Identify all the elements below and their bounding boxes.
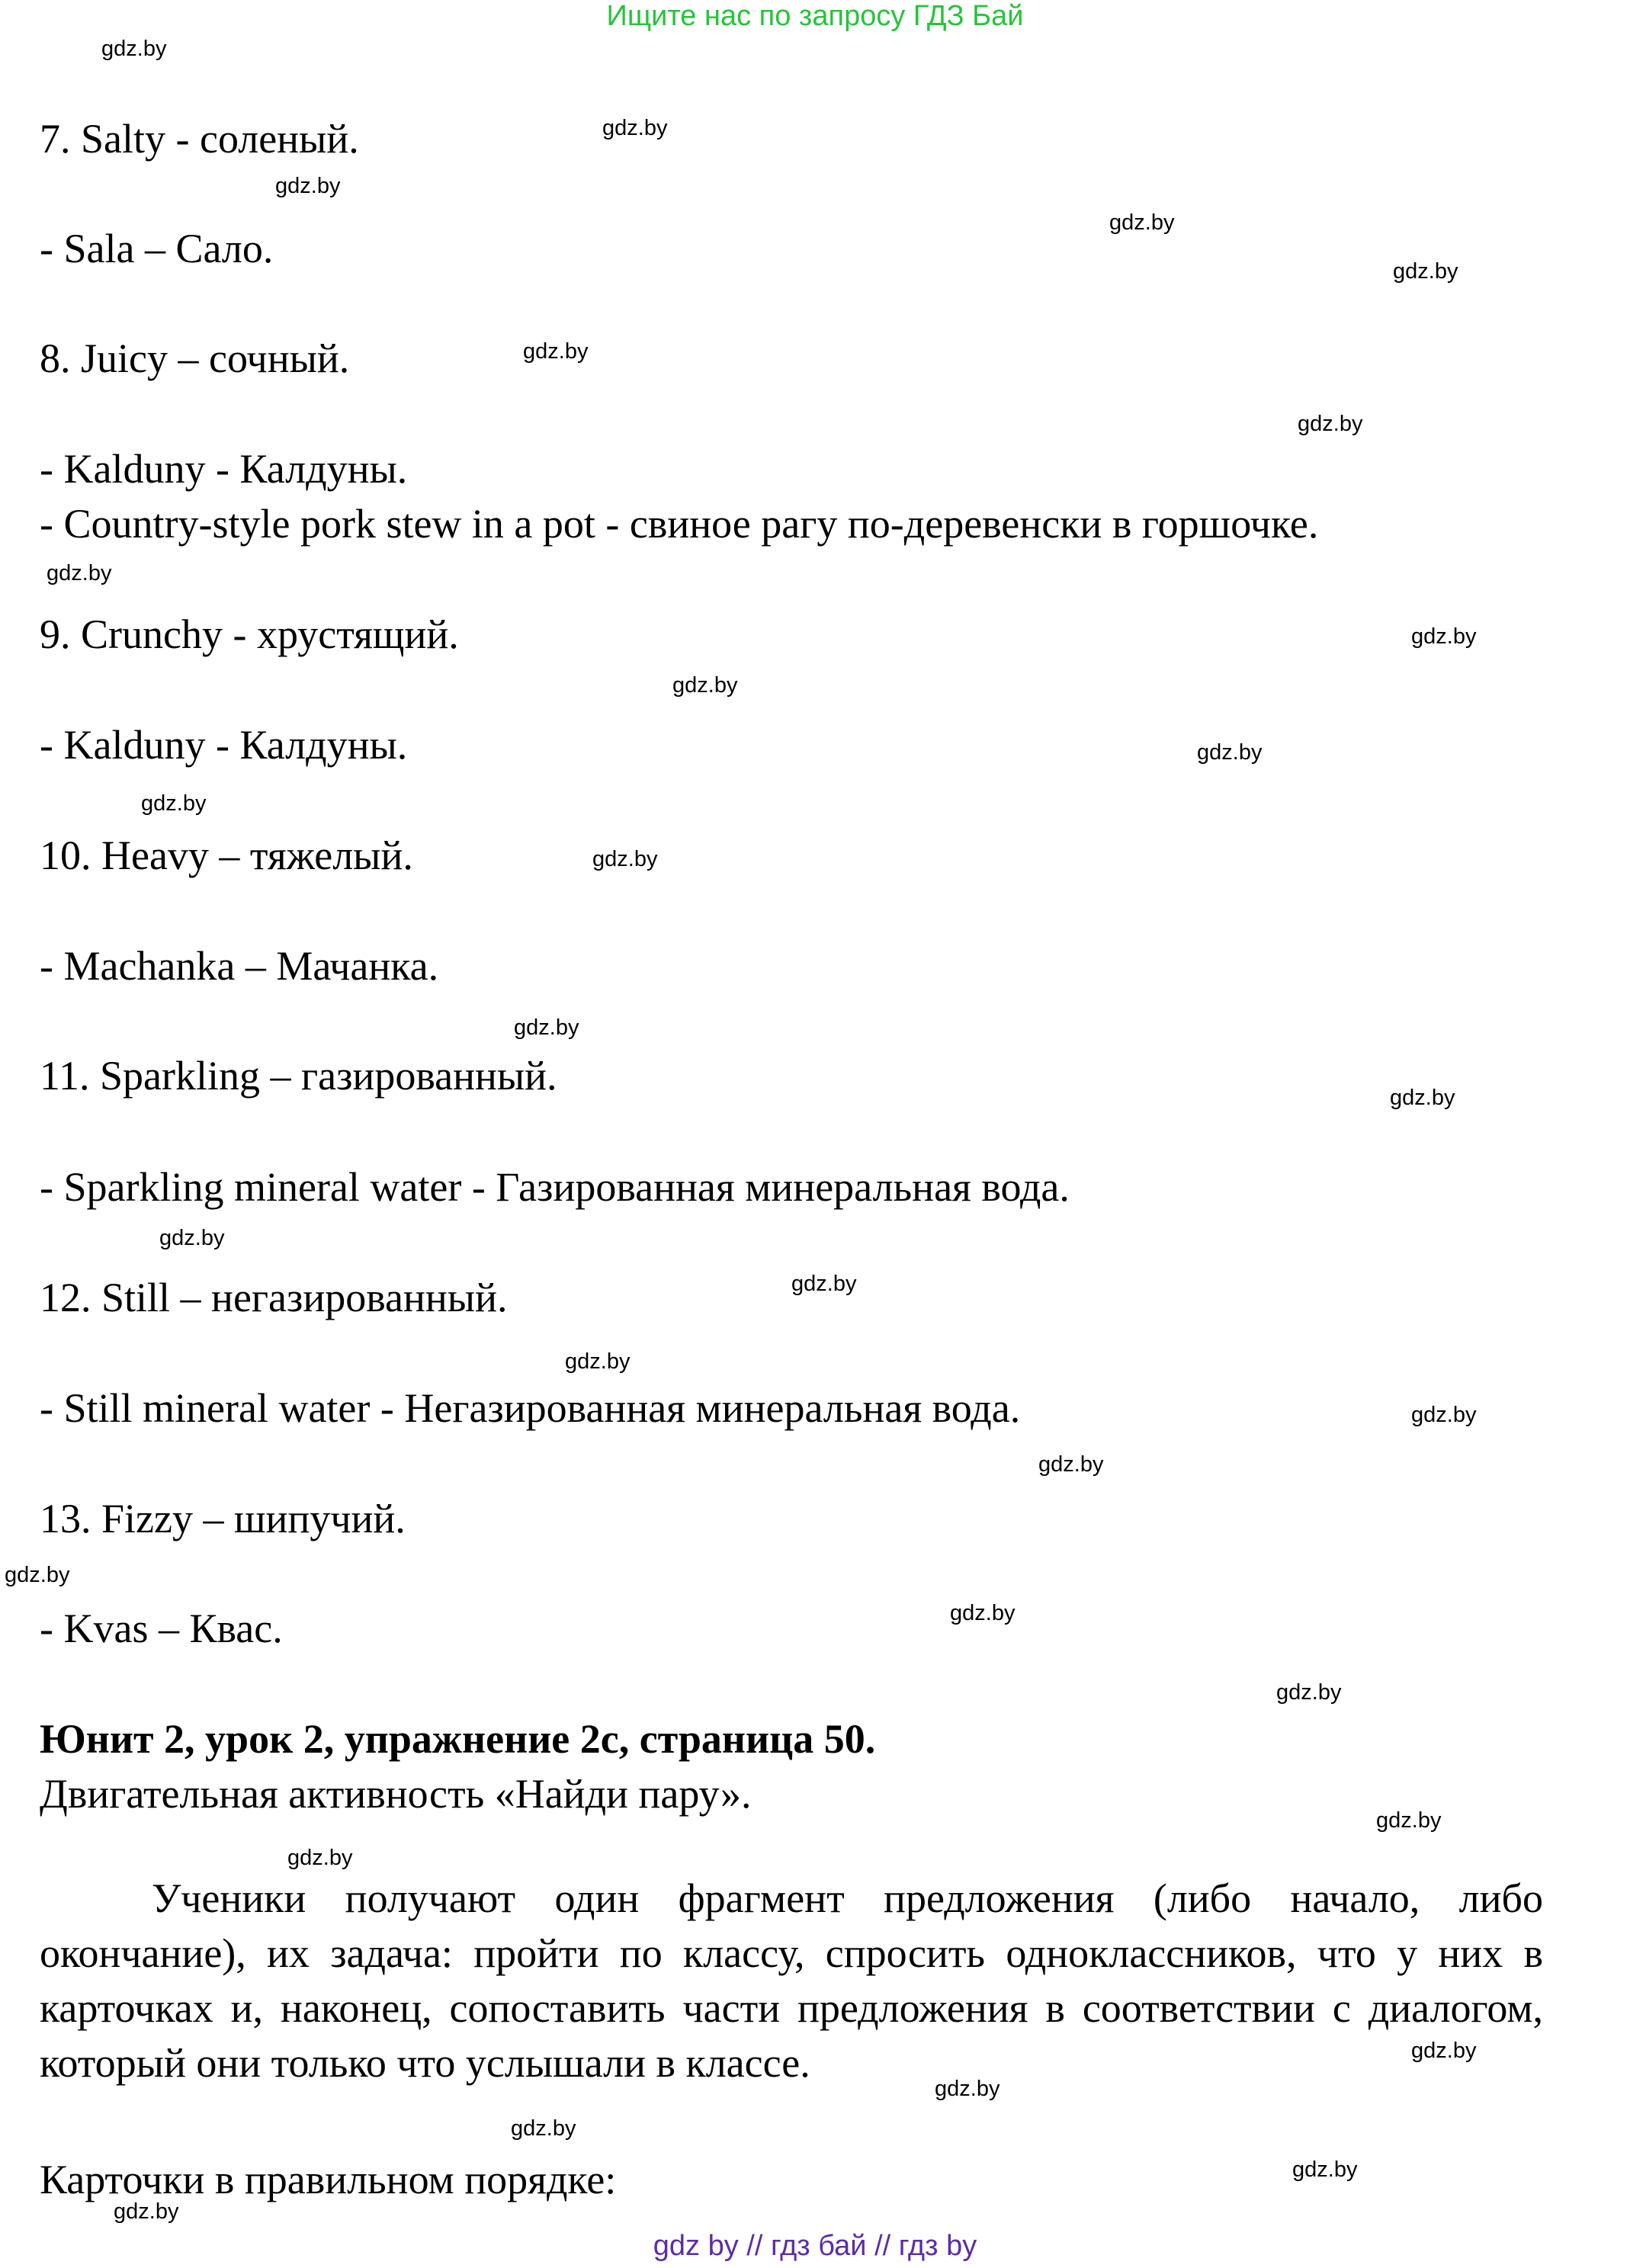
example-sparkling-water: - Sparkling mineral water - Газированная минеральная вода. bbox=[40, 1164, 1070, 1210]
watermark: gdz.by bbox=[1276, 1680, 1342, 1705]
watermark: gdz.by bbox=[514, 1015, 579, 1040]
watermark: gdz.by bbox=[101, 37, 167, 61]
example-kalduny: - Kalduny - Калдуны. bbox=[40, 446, 408, 492]
example-still-water: - Still mineral water - Негазированная минеральная вода. bbox=[40, 1385, 1021, 1431]
watermark: gdz.by bbox=[672, 673, 738, 698]
item-9-crunchy: 9. Crunchy - хрустящий. bbox=[40, 611, 459, 657]
item-13-fizzy: 13. Fizzy – шипучий. bbox=[40, 1496, 406, 1541]
watermark: gdz.by bbox=[1298, 412, 1363, 436]
example-pork-stew: - Country-style pork stew in a pot - свиное рагу по-деревенски в горшочке. bbox=[40, 501, 1319, 547]
watermark: gdz.by bbox=[565, 1349, 631, 1374]
watermark: gdz.by bbox=[1411, 2039, 1477, 2063]
watermark: gdz.by bbox=[1393, 259, 1458, 284]
watermark: gdz.by bbox=[287, 1846, 353, 1870]
example-kalduny-2: - Kalduny - Калдуны. bbox=[40, 722, 408, 768]
watermark: gdz.by bbox=[791, 1272, 857, 1296]
watermark: gdz.by bbox=[935, 2077, 1000, 2101]
item-12-still: 12. Still – негазированный. bbox=[40, 1275, 508, 1320]
watermark: gdz.by bbox=[275, 174, 341, 198]
example-sala: - Sala – Сало. bbox=[40, 226, 274, 271]
footer-links[interactable]: gdz by // гдз бай // гдз by bbox=[653, 2230, 977, 2262]
watermark: gdz.by bbox=[592, 847, 658, 871]
watermark: gdz.by bbox=[1390, 1086, 1455, 1110]
watermark: gdz.by bbox=[511, 2116, 576, 2141]
section-subtitle: Двигательная активность «Найди пару». bbox=[40, 1771, 752, 1817]
top-banner[interactable]: Ищите нас по запросу ГДЗ Бай bbox=[606, 0, 1024, 32]
item-11-sparkling: 11. Sparkling – газированный. bbox=[40, 1053, 557, 1099]
watermark: gdz.by bbox=[47, 561, 112, 585]
watermark: gdz.by bbox=[5, 1563, 70, 1587]
instructions-paragraph: Ученики получают один фрагмент предложения (либо начало, либо окончание), их задача: пройти по классу, спросить одноклассников, что у них в карточках и, наконец, сопоставить части предложения в соответствии с диалогом, который они только что услышали в классе. bbox=[40, 1875, 1543, 2086]
watermark: gdz.by bbox=[1038, 1452, 1104, 1477]
example-kvas: - Kvas – Квас. bbox=[40, 1606, 283, 1651]
watermark: gdz.by bbox=[159, 1226, 225, 1250]
watermark: gdz.by bbox=[1197, 740, 1263, 765]
watermark: gdz.by bbox=[523, 339, 589, 364]
cards-label: Карточки в правильном порядке: bbox=[40, 2157, 617, 2202]
example-machanka: - Machanka – Мачанка. bbox=[40, 943, 439, 989]
watermark: gdz.by bbox=[950, 1601, 1016, 1625]
watermark: gdz.by bbox=[1109, 210, 1175, 235]
watermark: gdz.by bbox=[1292, 2157, 1358, 2182]
section-heading: Юнит 2, урок 2, упражнение 2с, страница 50. bbox=[40, 1716, 876, 1762]
item-10-heavy: 10. Heavy – тяжелый. bbox=[40, 832, 413, 878]
watermark: gdz.by bbox=[114, 2199, 179, 2224]
watermark: gdz.by bbox=[1411, 1403, 1477, 1427]
watermark: gdz.by bbox=[1376, 1808, 1442, 1833]
item-7-salty: 7. Salty - соленый. bbox=[40, 116, 359, 162]
watermark: gdz.by bbox=[141, 791, 207, 816]
item-8-juicy: 8. Juicy – сочный. bbox=[40, 335, 350, 381]
watermark: gdz.by bbox=[602, 116, 668, 140]
watermark: gdz.by bbox=[1411, 624, 1477, 649]
